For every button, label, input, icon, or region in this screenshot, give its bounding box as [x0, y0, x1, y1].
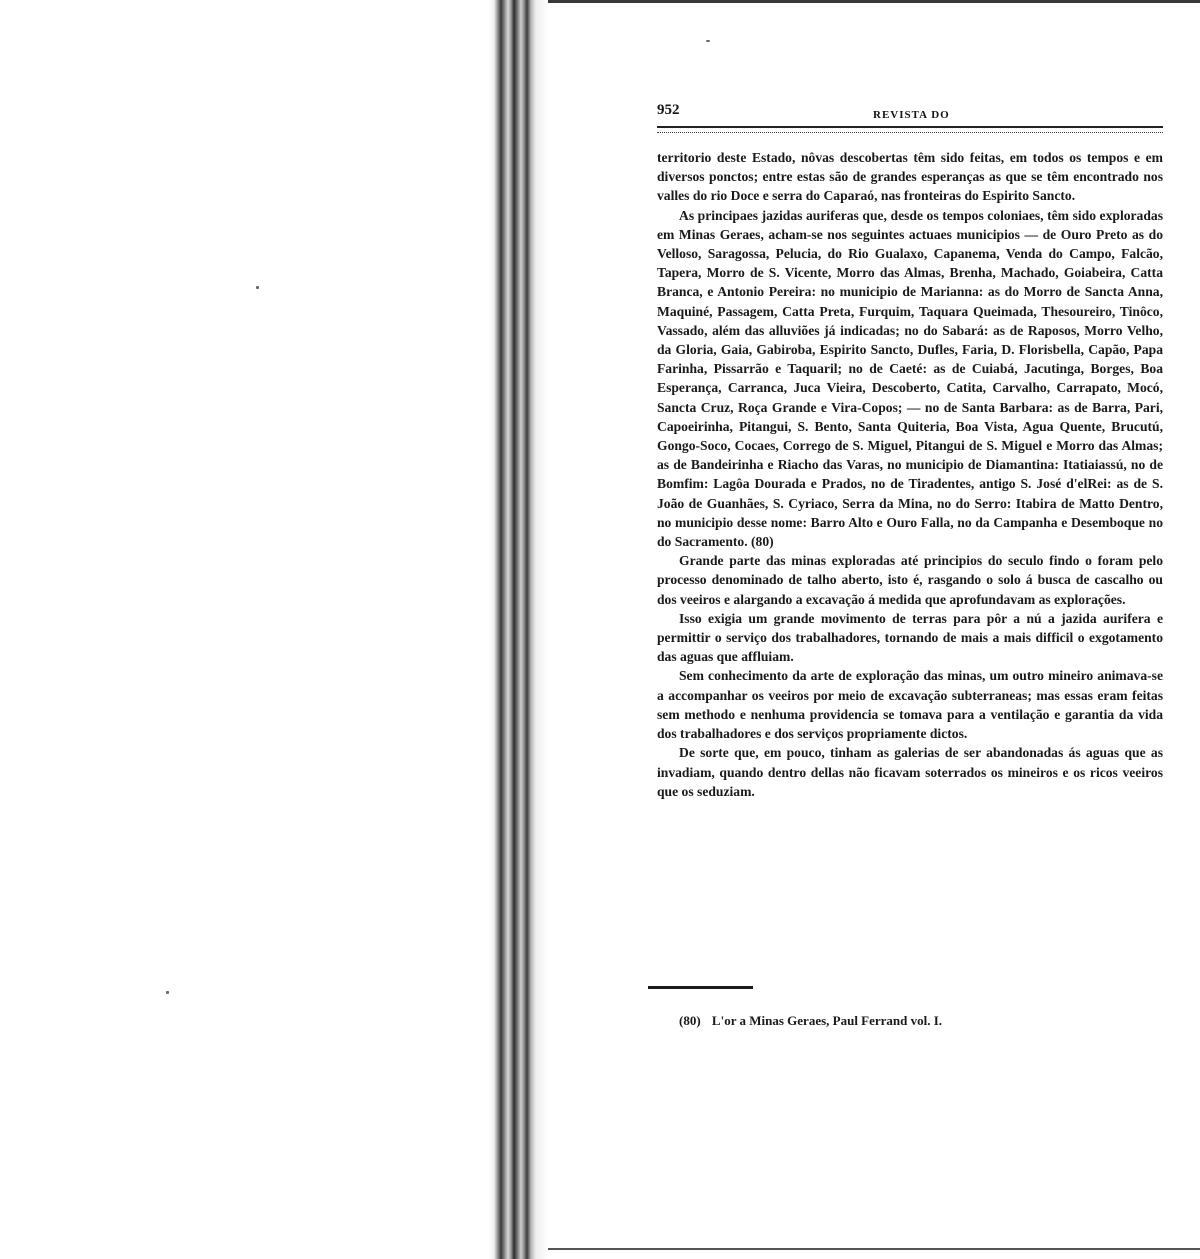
scan-speck	[166, 991, 169, 994]
footnote-marker: (80)	[679, 1013, 701, 1028]
book-gutter	[488, 0, 548, 1259]
scan-speck	[706, 40, 710, 42]
footnote-text: L'or a Minas Geraes, Paul Ferrand vol. I.	[711, 1013, 943, 1028]
main-text	[657, 148, 1163, 801]
paragraph: Grande parte das minas exploradas até principios do seculo findo o foram pelo processo denominado de talho aberto, isto é, rasgando o solo á busca de cascalho ou dos veeiros e alargando a excavação á medida que aprofundavam as explorações.	[657, 553, 1163, 607]
scan-speck	[256, 286, 259, 289]
footnote	[679, 1013, 942, 1029]
page-bottom-edge	[548, 1248, 1200, 1250]
header-rule	[657, 126, 1163, 133]
running-title: REVISTA DO	[873, 109, 950, 121]
page-header	[657, 100, 1163, 130]
page-top-edge	[548, 0, 1200, 3]
paragraph: De sorte que, em pouco, tinham as galerias de ser abandonadas ás aguas que as invadiam, quando dentro dellas não ficavam soterrados os mineiros e os ricos veeiros que os seduziam.	[657, 745, 1163, 799]
paragraph: Sem conhecimento da arte de exploração das minas, um outro mineiro animava-se a accompanhar os veeiros por meio de excavação subterraneas; mas essas eram feitas sem methodo e nenhuma providencia se tomava para a ventilação e garantia da vida dos trabalhadores e dos serviços propriamente dictos.	[657, 668, 1163, 742]
paragraph: territorio deste Estado, nôvas descobertas têm sido feitas, em todos os tempos e em diversos ponctos; entre estas são de grandes esperanças as que se têm encontrado nos valles do rio Doce e serra do Caparaó, nas fronteiras do Espirito Sancto.	[657, 150, 1163, 204]
footnote-rule	[648, 986, 753, 989]
paragraph: As principaes jazidas auriferas que, desde os tempos coloniaes, têm sido exploradas em Minas Geraes, acham-se nos seguintes actuaes municipios — de Ouro Preto as do Velloso, Saragossa, Pelucia, do Rio Gualaxo, Capanema, Venda do Campo, Falcão, Tapera, Morro de S. Vicente, Morro das Almas, Brenha, Machado, Goiabeira, Catta Branca, e Antonio Pereira: no municipio de Marianna: as do Morro de Sancta Anna, Maquiné, Passagem, Catta Preta, Furquim, Taquara Queimada, Thesoureiro, Tinôco, Vassado, além das alluviões já indicadas; no do Sabará: as de Raposos, Morro Velho, da Gloria, Gaia, Gabiroba, Espirito Sancto, Dufles, Faria, D. Florisbella, Capão, Papa Farinha, Pissarrão e Taquaril; no de Caeté: as de Cuiabá, Jacutinga, Borges, Boa Esperança, Carranca, Juca Vieira, Descoberto, Catita, Carvalho, Carrapato, Mocó, Sancta Cruz, Roça Grande e Vira-Copos; — no de Santa Barbara: as de Barra, Pari, Capoeirinha, Pitangui, S. Bento, Santa Quiteria, Boa Vista, Agua Quente, Brucutú, Gongo-Soco, Cocaes, Corrego de S. Miguel, Pitangui de S. Miguel e Morro das Almas; as de Bandeirinha e Riacho das Varas, no municipio de Diamantina: Itatiaiassú, no de Bomfim: Lagôa Dourada e Prados, no de Tiradentes, antigo S. José d'elRei: as de S. João de Guanhães, S. Cyriaco, Serra da Mina, no do Serro: Itabira de Matto Dentro, no municipio desse nome: Barro Alto e Ouro Falla, no da Campanha e Desemboque no do Sacramento. (80)	[657, 207, 1163, 550]
page-number: 952	[657, 102, 680, 118]
paragraph: Isso exigia um grande movimento de terras para pôr a nú a jazida aurifera e permittir o serviço dos trabalhadores, tornando de mais a mais difficil o exgotamento das aguas que affluiam.	[657, 610, 1163, 665]
